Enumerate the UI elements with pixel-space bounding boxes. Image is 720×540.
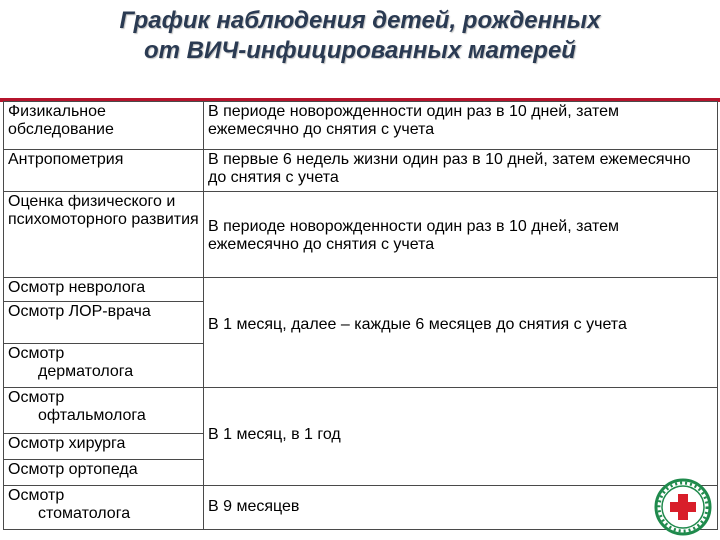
table-row bbox=[4, 102, 718, 150]
table-row bbox=[4, 150, 718, 192]
row-label-orthopedist: Осмотр ортопеда bbox=[4, 460, 204, 486]
row-label-dermatologist bbox=[4, 344, 204, 388]
row-label-development: Оценка физического и психомоторного развития bbox=[4, 192, 204, 278]
page-title bbox=[0, 6, 720, 66]
row-value-development: В периоде новорожденности один раз в 10 дней, затем ежемесячно до снятия с учета bbox=[204, 192, 718, 278]
row-value-anthropometry: В первые 6 недель жизни один раз в 10 дней, затем ежемесячно до снятия с учета bbox=[204, 150, 718, 192]
red-cross-emblem-icon bbox=[654, 478, 712, 536]
row-label-anthropometry: Антропометрия bbox=[4, 150, 204, 192]
title-line-1: График наблюдения детей, рожденных bbox=[119, 7, 601, 34]
row-label-dermatologist-part2: дерматолога bbox=[38, 363, 134, 380]
table-row bbox=[4, 388, 718, 434]
row-label-ophthalmologist-part2: офтальмолога bbox=[38, 407, 146, 424]
row-value-specialists-6m: В 1 месяц, далее – каждые 6 месяцев до снятия с учета bbox=[204, 278, 718, 388]
row-value-dentist: В 9 месяцев bbox=[204, 486, 718, 530]
row-label-ophthalmologist bbox=[4, 388, 204, 434]
observation-schedule-table bbox=[3, 101, 718, 530]
row-label-dermatologist-part1: Осмотр bbox=[8, 345, 65, 362]
row-label-dentist bbox=[4, 486, 204, 530]
row-label-dentist-part2: стоматолога bbox=[38, 505, 131, 522]
row-label-physical-exam: Физикальное обследование bbox=[4, 102, 204, 150]
row-label-dentist-part1: Осмотр bbox=[8, 487, 65, 504]
table-row bbox=[4, 192, 718, 278]
table-row bbox=[4, 278, 718, 302]
row-value-surgeons: В 1 месяц, в 1 год bbox=[204, 388, 718, 486]
title-line-2: от ВИЧ-инфицированных матерей bbox=[144, 37, 576, 64]
row-label-ent: Осмотр ЛОР-врача bbox=[4, 302, 204, 344]
row-label-neurologist: Осмотр невролога bbox=[4, 278, 204, 302]
row-label-ophthalmologist-part1: Осмотр bbox=[8, 389, 65, 406]
table-row bbox=[4, 486, 718, 530]
row-label-surgeon: Осмотр хирурга bbox=[4, 434, 204, 460]
row-value-physical-exam: В периоде новорожденности один раз в 10 дней, затем ежемесячно до снятия с учета bbox=[204, 102, 718, 150]
